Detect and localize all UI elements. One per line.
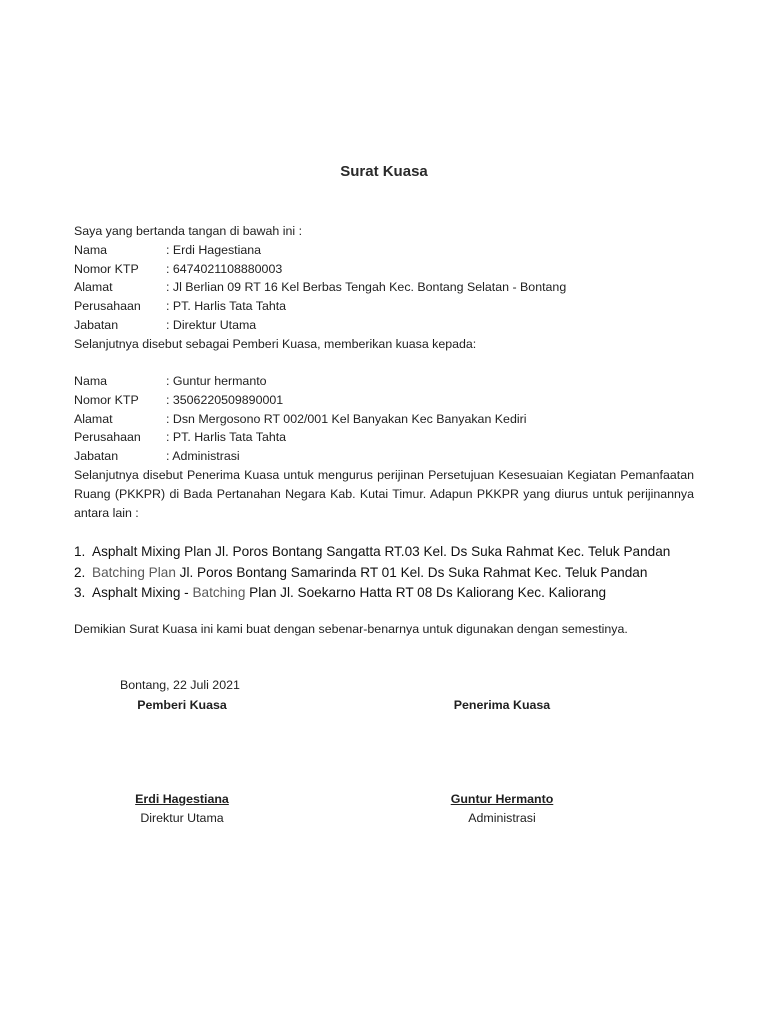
field-label: Alamat <box>74 280 113 295</box>
field-label: Jabatan <box>74 449 119 464</box>
grantee-name: Guntur Hermanto <box>450 792 554 806</box>
list-text <box>92 542 670 563</box>
grantee-row <box>74 372 694 391</box>
grantor-row <box>74 316 694 335</box>
list-item <box>74 583 714 604</box>
field-label: Perusahaan <box>74 430 141 445</box>
grantee-paragraph: Selanjutnya disebut Penerima Kuasa untuk mengurus perijinan Persetujuan Kesesuaian Kegiatan Pemanfaatan Ruang (PKKPR) di Bada Pertanahan Negara Kab. Kutai Timur. Adapun PKKPR yang diurus untuk perijinannya antara lain : <box>74 467 694 520</box>
list-text-part: Asphalt Mixing Plan Jl. Poros Bontang Sangatta RT.03 Kel. Ds Suka Rahmat Kec. Teluk Pandan <box>92 544 671 559</box>
field-value: : Jl Berlian 09 RT 16 Kel Berbas Tengah Kec. Bontang Selatan - Bontang <box>166 280 567 295</box>
list-number: 3. <box>74 585 86 600</box>
list-number: 1. <box>74 544 86 559</box>
field-label: Jabatan <box>74 317 119 332</box>
grantor-title: Direktur Utama <box>140 810 224 825</box>
field-label: Nama <box>74 242 108 257</box>
field-value: : 3506220509890001 <box>166 392 284 407</box>
field-value: : 6474021108880003 <box>166 261 283 276</box>
field-label: Nomor KTP <box>74 392 139 407</box>
field-value: : Erdi Hagestiana <box>166 242 262 257</box>
list-text-part: Asphalt Mixing - <box>92 585 193 600</box>
permit-list <box>74 542 714 604</box>
grantor-name: Erdi Hagestiana <box>135 792 229 806</box>
closing-statement: Demikian Surat Kuasa ini kami buat dengan sebenar-benarnya untuk digunakan dengan semestinya. <box>74 622 628 636</box>
grantor-note: Selanjutnya disebut sebagai Pemberi Kuasa, memberikan kuasa kepada: <box>74 336 477 351</box>
list-text-part: Plan Jl. Soekarno Hatta RT 08 Ds Kaliorang Kec. Kaliorang <box>245 585 607 600</box>
place-date: Bontang, 22 Juli 2021 <box>120 678 240 692</box>
field-label: Nomor KTP <box>74 261 139 276</box>
field-value: : Administrasi <box>166 449 240 464</box>
intro-text: Saya yang bertanda tangan di bawah ini : <box>74 224 303 238</box>
grantor-row <box>74 278 694 297</box>
list-item <box>74 563 714 584</box>
list-text-part-muted: Batching Plan <box>92 564 176 580</box>
grantor-role: Pemberi Kuasa <box>137 698 227 712</box>
grantor-signature-block <box>120 696 244 715</box>
grantee-row <box>74 391 694 410</box>
grantee-role: Penerima Kuasa <box>453 698 551 712</box>
field-value: : Dsn Mergosono RT 002/001 Kel Banyakan Kec Banyakan Kediri <box>166 411 527 426</box>
grantor-row <box>74 297 694 316</box>
grantee-row <box>74 428 694 447</box>
field-label: Perusahaan <box>74 299 141 314</box>
document-title: Surat Kuasa <box>340 163 428 180</box>
list-text <box>92 563 647 584</box>
list-text-part: Jl. Poros Bontang Samarinda RT 01 Kel. Ds Suka Rahmat Kec. Teluk Pandan <box>175 564 648 580</box>
grantee-row <box>74 410 694 429</box>
grantor-signatory <box>120 790 244 827</box>
grantee-title: Administrasi <box>468 810 536 825</box>
grantor-row <box>74 241 694 260</box>
field-value: : Direktur Utama <box>166 317 257 332</box>
list-number: 2. <box>74 564 86 580</box>
field-label: Nama <box>74 374 108 388</box>
list-text <box>92 583 606 604</box>
field-value: : PT. Harlis Tata Tahta <box>166 430 287 445</box>
grantee-signature-block <box>440 696 564 715</box>
field-value: : Guntur hermanto <box>166 374 267 388</box>
grantee-row <box>74 447 694 466</box>
list-text-part-muted: Batching <box>192 585 246 600</box>
list-item <box>74 542 714 563</box>
grantee-signatory <box>440 790 564 827</box>
grantee-section <box>74 372 694 522</box>
grantor-row <box>74 260 694 279</box>
grantor-section <box>74 222 694 354</box>
field-value: : PT. Harlis Tata Tahta <box>166 299 287 314</box>
field-label: Alamat <box>74 411 113 426</box>
